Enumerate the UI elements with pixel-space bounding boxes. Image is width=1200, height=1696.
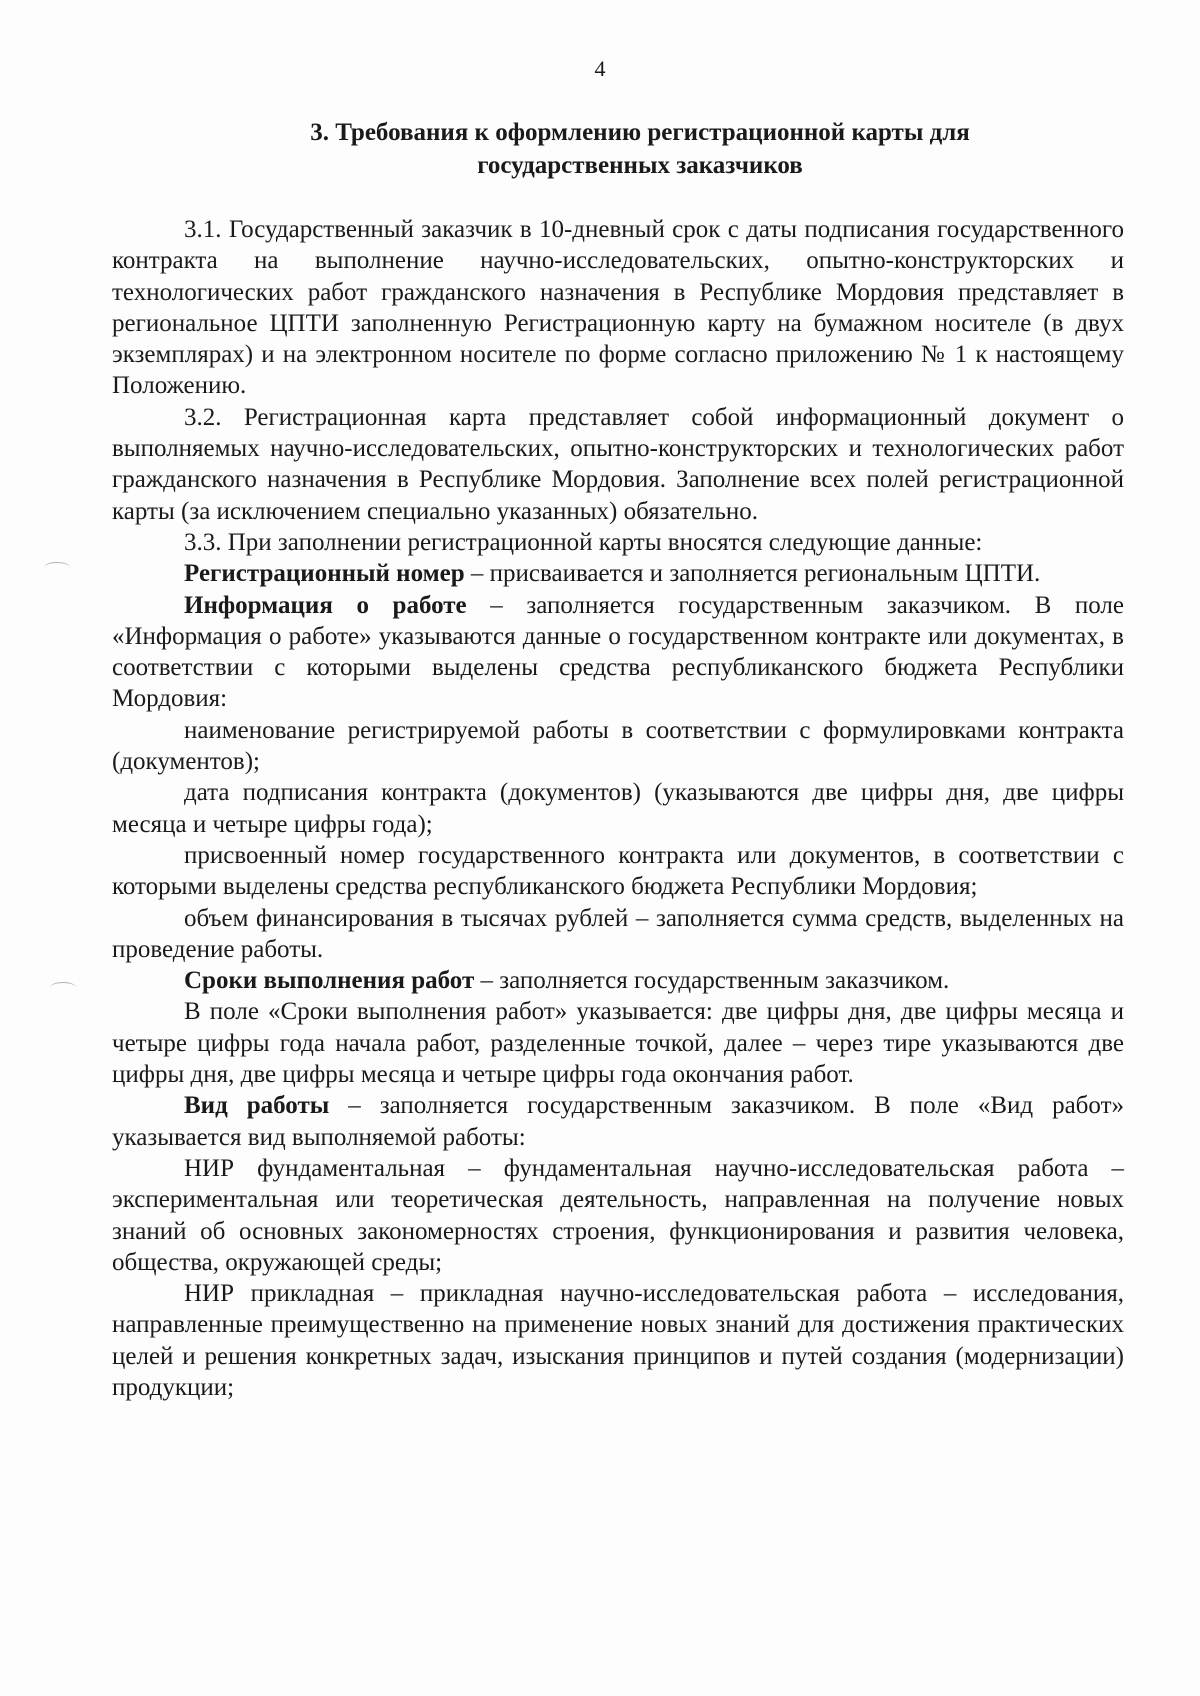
definition-work-type: – заполняется государственным заказчиком. В поле «Вид работ» указывается вид выполняемой работы: [112,1092,1124,1151]
paragraph-3-2: 3.2. Регистрационная карта представляет собой информационный документ о выполняемых научно-исследовательских, опытно-конструкторских и технологических работ гражданского назначения в Республике Мордовия. Заполнение всех полей регистрационной карты (за исключением специально указанных) обязательно. [112,403,1124,525]
section-title [240,116,1040,182]
paragraph-contract-number: присвоенный номер государственного контракта или документов, в соответствии с которыми выделены средства республиканского бюджета Республики Мордовия; [112,841,1124,901]
margin-mark [44,562,70,573]
definition-registration-number: – присваивается и заполняется региональным ЦПТИ. [464,560,1041,588]
paragraph-work-type [112,1090,1124,1153]
term-work-type: Вид работы [184,1092,330,1120]
section-title-line1: 3. Требования к оформлению регистрационной карты для [310,119,970,146]
paragraph-3-1: 3.1. Государственный заказчик в 10-дневный срок с даты подписания государственного контракта на выполнение научно-исследовательских, опытно-конструкторских и технологических работ гражданского назначения в Республике Мордовия представляет в региональное ЦПТИ заполненную Регистрационную карту на бумажном носителе (в двух экземплярах) и на электронном носителе по форме согласно приложению № 1 к настоящему Положению. [112,216,1124,400]
margin-mark [50,982,76,993]
paragraph-work-terms-format: В поле «Сроки выполнения работ» указывается: две цифры дня, две цифры месяца и четыре цифры года начала работ, разделенные точкой, далее – через тире указываются две цифры дня, две цифры месяца и четыре цифры года окончания работ. [112,998,1124,1089]
definition-work-terms: – заполняется государственным заказчиком. [474,967,950,995]
paragraph-work-name: наименование регистрируемой работы в соответствии с формулировками контракта (документов); [112,716,1124,776]
paragraph-3-3: 3.3. При заполнении регистрационной карты вносятся следующие данные: [184,528,983,556]
paragraph-signing-date: дата подписания контракта (документов) (указываются две цифры дня, две цифры месяца и четыре цифры года); [112,779,1124,838]
paragraph-work-info [112,590,1124,715]
paragraph-registration-number [112,558,1124,589]
paragraph-fundamental-research: НИР фундаментальная – фундаментальная научно-исследовательская работа – экспериментальная или теоретическая деятельность, направленная на получение новых знаний об основных закономерностях строения, функционирования и развития человека, общества, окружающей среды; [112,1154,1124,1276]
term-registration-number: Регистрационный номер [184,560,465,588]
page-number: 4 [594,56,606,81]
paragraph-applied-research: НИР прикладная – прикладная научно-исследовательская работа – исследования, направленные преимущественно на применение новых знаний для достижения практических целей и решения конкретных задач, изыскания принципов и путей создания (модернизации) продукции; [112,1280,1124,1401]
term-work-terms: Сроки выполнения работ [184,967,475,995]
paragraph-work-terms [112,965,1124,996]
term-work-info: Информация о работе [184,591,467,619]
document-body [112,214,1124,1403]
paragraph-funding-amount: объем финансирования в тысячах рублей – заполняется сумма средств, выделенных на проведение работы. [112,904,1124,963]
section-title-line2: государственных заказчиков [477,152,803,179]
definition-work-info: – заполняется государственным заказчиком. В поле «Информация о работе» указываются данные о государственном контракте или документах, в соответствии с которыми выделены средства республиканского бюджета Республики Мордовия: [112,591,1124,713]
